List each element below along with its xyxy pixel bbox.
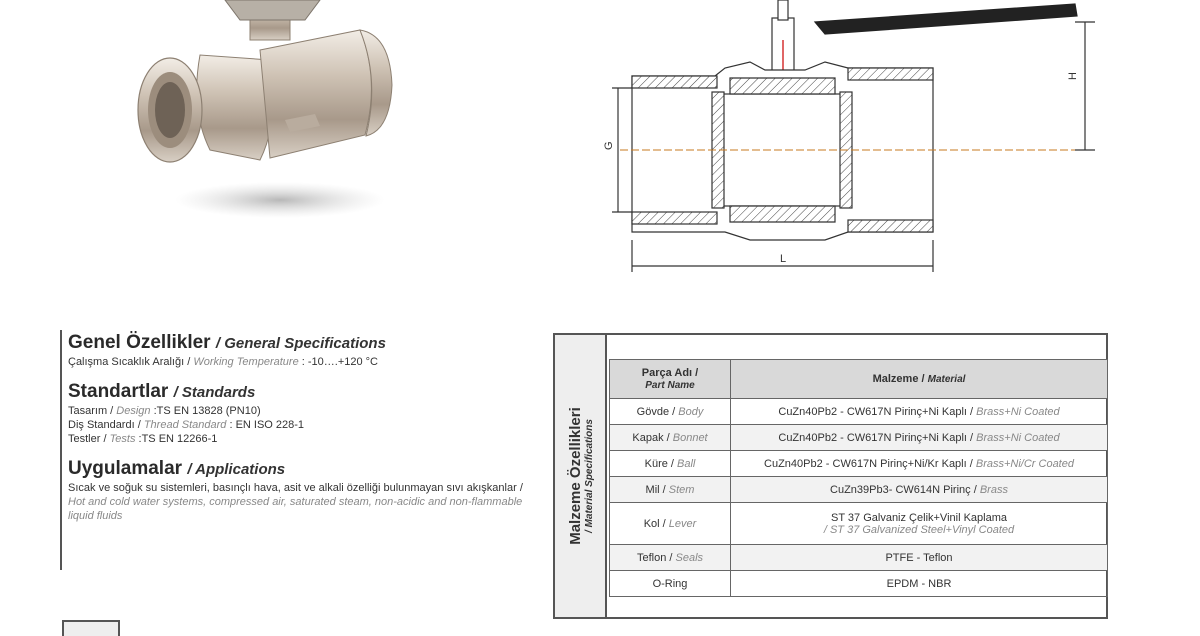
- table-row: Kapak / Bonnet CuZn40Pb2 - CW617N Pirinç+Ni Kaplı / Brass+Ni Coated: [610, 425, 1108, 451]
- dim-l-label: L: [780, 253, 787, 265]
- material-side-label: Malzeme Özellikleri / Material Specifications: [555, 335, 607, 617]
- table-row: O-Ring EPDM - NBR: [610, 571, 1108, 597]
- standard-row: Testler / Tests :TS EN 12266-1: [68, 433, 218, 445]
- table-row: Kol / Lever ST 37 Galvaniz Çelik+Vinil Kaplama / ST 37 Galvanized Steel+Vinyl Coated: [610, 503, 1108, 545]
- standard-row: Tasarım / Design :TS EN 13828 (PN10): [68, 405, 261, 417]
- table-row: Gövde / Body CuZn40Pb2 - CW617N Pirinç+Ni Kaplı / Brass+Ni Coated: [610, 399, 1108, 425]
- material-specifications: [553, 333, 1108, 619]
- valve-technical-drawing: [590, 0, 1130, 280]
- valve-photo: [130, 0, 430, 240]
- column-header-part: Parça Adı / Part Name: [610, 360, 731, 399]
- working-temperature: Çalışma Sıcaklık Aralığı / Working Temperature : -10….+120 °C: [68, 356, 378, 368]
- column-header-material: Malzeme / Material: [731, 360, 1108, 399]
- section-divider: [60, 330, 62, 570]
- specifications-panel: [68, 332, 548, 523]
- dim-h-label: H: [1067, 72, 1079, 80]
- table-row: Küre / Ball CuZn40Pb2 - CW617N Pirinç+Ni/Kr Kaplı / Brass+Ni/Cr Coated: [610, 451, 1108, 477]
- dim-g-label: G: [603, 141, 615, 150]
- material-table: [609, 359, 1108, 597]
- standards-title: Standartlar / Standards: [68, 381, 256, 402]
- footer-tab: [62, 620, 120, 636]
- table-row: Mil / Stem CuZn39Pb3- CW614N Pirinç / Brass: [610, 477, 1108, 503]
- standard-row: Diş Standardı / Thread Standard : EN ISO 228-1: [68, 419, 305, 431]
- applications-text: Sıcak ve soğuk su sistemleri, basınçlı hava, asit ve alkali özelliği bulunmayan sıvı akışkanlar / Hot and cold water systems, compressed air, saturated steam, non-acidic and non-flammable liquid fluids: [68, 482, 523, 522]
- general-title: Genel Özellikler / General Specifications: [68, 332, 386, 353]
- table-row: Teflon / Seals PTFE - Teflon: [610, 545, 1108, 571]
- applications-title: Uygulamalar / Applications: [68, 458, 286, 479]
